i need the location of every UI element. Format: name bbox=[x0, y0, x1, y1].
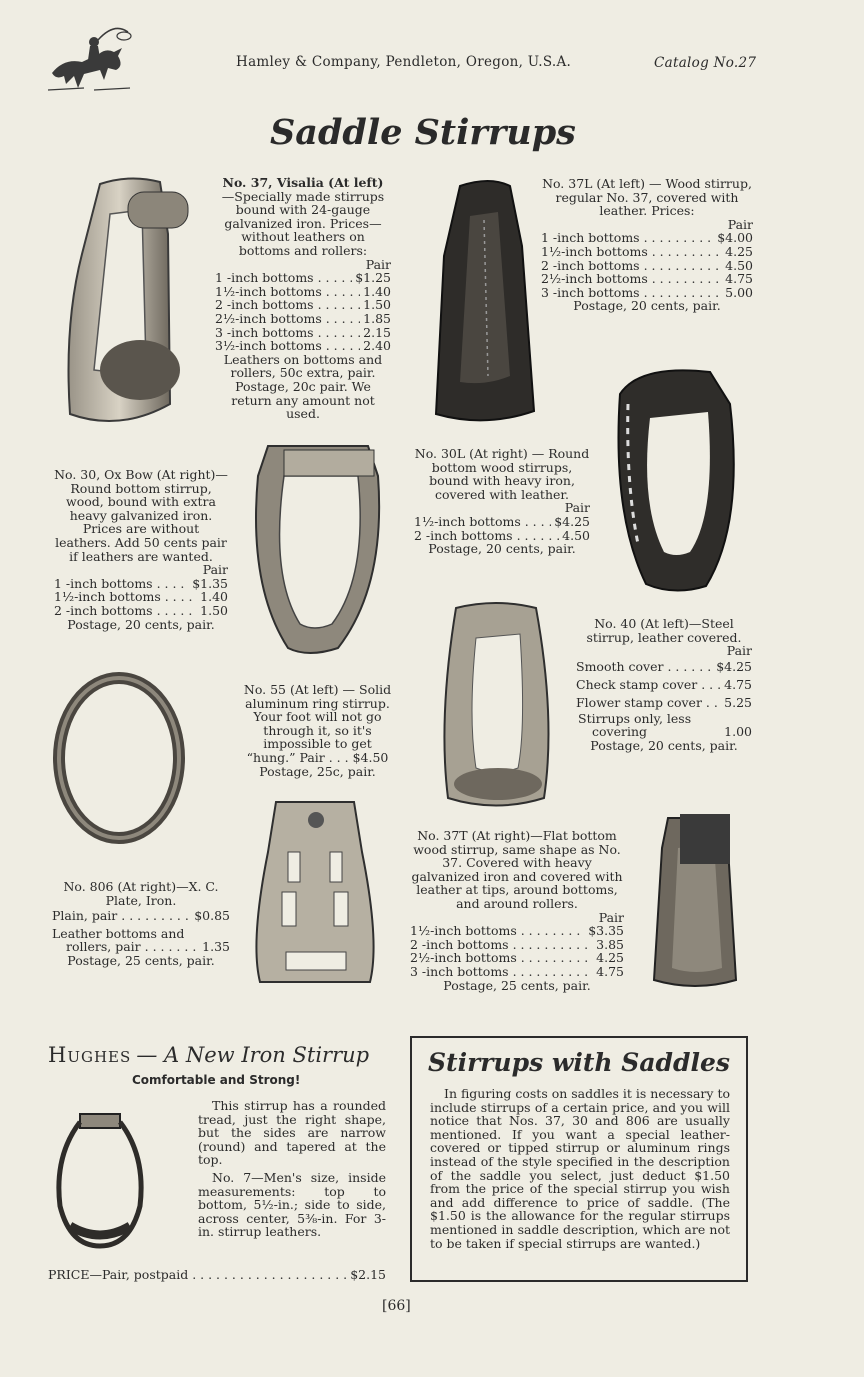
oxbow-size-label: 1½-inch bottoms . . . bbox=[54, 590, 197, 604]
horse-rider-logo bbox=[44, 18, 134, 98]
hughes-subtitle-title: — A New Iron Stirrup bbox=[136, 1043, 370, 1067]
no40-price: 5.25 bbox=[724, 694, 752, 710]
aluminum-ring-stirrup-image bbox=[52, 668, 187, 848]
visalia-price-list bbox=[215, 271, 391, 353]
no37t-heading: No. 37T (At right)—Flat bottom wood stirrup, same shape as No. 37. Covered with heavy galvanized iron and covered with leather at tips, around bottoms, and around rollers. bbox=[411, 828, 623, 911]
hughes-paragraph-1: This stirrup has a rounded tread, just the right shape, but the sides are narrow (round) and tapered at the top. bbox=[198, 1098, 386, 1168]
visalia-size-label: 1½-inch bottoms . . . bbox=[215, 285, 360, 299]
no37l-price: 4.50 bbox=[725, 257, 753, 273]
header-catalog: Catalog No.27 bbox=[654, 55, 757, 71]
visalia-size-label: 3½-inch bottoms . . . bbox=[215, 339, 360, 353]
no37t-size-label: 3 -inch bottoms . . . bbox=[410, 965, 593, 979]
no806-plain-row bbox=[52, 909, 230, 923]
no30l-description bbox=[414, 447, 590, 556]
no37t-price: 4.75 bbox=[596, 963, 624, 979]
no37l-size-label: 3 -inch bottoms . . . bbox=[541, 286, 722, 300]
no806-postage: Postage, 25 cents, pair. bbox=[67, 952, 215, 968]
no806-leather-label-2: rollers, pair . . . bbox=[52, 940, 199, 954]
no40-price-list bbox=[576, 658, 752, 712]
no37t-stirrup-image bbox=[650, 808, 740, 993]
no30l-size-label: 1½-inch bottoms . . . bbox=[414, 515, 551, 529]
no37t-price: 3.85 bbox=[596, 936, 624, 952]
no37l-pair-label: Pair bbox=[727, 216, 753, 232]
hughes-title: Hughes bbox=[48, 1043, 132, 1067]
no40-price-row bbox=[576, 676, 752, 694]
no40-stirrup-image bbox=[436, 598, 561, 813]
no37t-price-row bbox=[410, 951, 624, 965]
no30l-price: 4.50 bbox=[562, 527, 590, 543]
no37t-price-list bbox=[410, 924, 624, 978]
no30l-heading: No. 30L (At right) — Round bottom wood stirrups, bound with heavy iron, covered with leather. bbox=[414, 446, 590, 502]
hughes-price-row bbox=[48, 1268, 386, 1282]
visalia-price-row bbox=[215, 285, 391, 299]
visalia-price-row bbox=[215, 298, 391, 312]
oxbow-price-list bbox=[54, 577, 228, 618]
page-number: [66] bbox=[382, 1298, 411, 1314]
no37l-postage: Postage, 20 cents, pair. bbox=[573, 298, 721, 314]
oxbow-price-row bbox=[54, 577, 228, 591]
no37l-heading: No. 37L (At left) — Wood stirrup, regular No. 37, covered with leather. Prices: bbox=[542, 176, 752, 219]
oxbow-postage: Postage, 20 cents, pair. bbox=[67, 616, 215, 632]
no40-postage: Postage, 20 cents, pair. bbox=[590, 737, 738, 753]
no37t-price-row bbox=[410, 965, 624, 979]
no806-leather-label: Leather bottoms and bbox=[52, 925, 185, 941]
hughes-stirrup-image bbox=[50, 1106, 150, 1252]
visalia-heading: No. 37, Visalia (At left) bbox=[222, 175, 384, 190]
hughes-price: $2.15 bbox=[350, 1267, 386, 1282]
no806-plain-label: Plain, pair . . . bbox=[52, 909, 191, 923]
no30l-price-row bbox=[414, 529, 590, 543]
no37t-price: $3.35 bbox=[588, 923, 624, 939]
no55-text: No. 55 (At left) — Solid aluminum ring stirrup. Your foot will not go through it, so it's impossible to get “hung.” Pair . . . $4.50 bbox=[243, 682, 392, 765]
no40-size-label: Check stamp cover . . . bbox=[576, 676, 721, 694]
no806-leather-price: 1.35 bbox=[202, 939, 230, 955]
box-title: Stirrups with Saddles bbox=[427, 1048, 730, 1077]
no37l-price-row bbox=[541, 286, 753, 300]
visalia-price: 1.85 bbox=[363, 310, 391, 326]
no37l-price: $4.00 bbox=[717, 230, 753, 246]
oxbow-price-row bbox=[54, 604, 228, 618]
no37l-price: 4.25 bbox=[725, 243, 753, 259]
no37t-postage: Postage, 25 cents, pair. bbox=[443, 977, 591, 993]
no40-pair-label: Pair bbox=[726, 643, 752, 659]
visalia-price: $1.25 bbox=[355, 270, 391, 286]
no55-description bbox=[240, 683, 395, 778]
visalia-price: 2.15 bbox=[363, 324, 391, 340]
oxbow-stirrup-image bbox=[248, 436, 388, 656]
visalia-price-row bbox=[215, 271, 391, 285]
hughes-description bbox=[198, 1099, 386, 1239]
visalia-note: Leathers on bottoms and rollers, 50c extra, pair. bbox=[223, 351, 383, 381]
no40-price-row bbox=[576, 658, 752, 676]
no37l-size-label: 2 -inch bottoms . . . bbox=[541, 259, 722, 273]
stirrups-with-saddles-box bbox=[410, 1036, 748, 1282]
header-company: Hamley & Company, Pendleton, Oregon, U.S.A. bbox=[236, 54, 572, 70]
visalia-pair-label: Pair bbox=[365, 256, 391, 272]
visalia-stirrup-image bbox=[60, 174, 190, 434]
no37t-pair-label: Pair bbox=[598, 909, 624, 925]
hughes-paragraph-2: No. 7—Men's size, inside measurements: top to bottom, 5½-in.; side to side, across center, 5⅜-in. For 3-in. stirrup leathers. bbox=[198, 1169, 386, 1240]
visalia-size-label: 2 -inch bottoms . . . bbox=[215, 298, 360, 312]
no40-only-row bbox=[576, 725, 752, 739]
no37l-price-list bbox=[541, 231, 753, 299]
no40-price: 4.75 bbox=[724, 676, 752, 692]
no37l-price: 5.00 bbox=[725, 284, 753, 300]
visalia-description bbox=[215, 176, 391, 421]
visalia-postage: Postage, 20c pair. We return any amount not used. bbox=[231, 378, 375, 422]
oxbow-description bbox=[54, 468, 228, 631]
no37l-stirrup-image bbox=[430, 176, 540, 431]
no55-postage: Postage, 25c, pair. bbox=[259, 763, 376, 779]
no37l-description bbox=[541, 177, 753, 313]
hughes-price-label: PRICE—Pair, postpaid . . . bbox=[48, 1268, 347, 1282]
no30l-price-list bbox=[414, 515, 590, 542]
no40-only-label-2: covering bbox=[592, 724, 648, 740]
visalia-price: 2.40 bbox=[363, 338, 391, 354]
no40-only-label: Stirrups only, less bbox=[578, 710, 692, 726]
oxbow-size-label: 1 -inch bottoms . . . bbox=[54, 577, 189, 591]
no37t-description bbox=[410, 829, 624, 992]
no806-plain-price: $0.85 bbox=[194, 908, 230, 924]
no37l-size-label: 2½-inch bottoms . . . bbox=[541, 272, 722, 286]
no40-price: $4.25 bbox=[716, 658, 752, 674]
visalia-size-label: 3 -inch bottoms . . . bbox=[215, 326, 360, 340]
no37l-size-label: 1½-inch bottoms . . . bbox=[541, 245, 722, 259]
no37l-price-row bbox=[541, 245, 753, 259]
no37l-price-row bbox=[541, 231, 753, 245]
hughes-heading bbox=[48, 1043, 388, 1067]
oxbow-price: $1.35 bbox=[192, 575, 228, 591]
oxbow-price-row bbox=[54, 590, 228, 604]
no40-only-price: 1.00 bbox=[724, 724, 752, 740]
no806-stirrup-image bbox=[246, 792, 384, 992]
box-body: In figuring costs on saddles it is necessary to include stirrups of a certain price, and you will notice that Nos. 37, 30 and 806 are usually mentioned. If you want a special leather-covered or tipped stirrup or aluminum rings instead of the style specified in the description of the saddle you select, just deduct $1.50 from the price of the special stirrup you wish and add difference to price of saddle. (The $1.50 is the allowance for the regular stirrups mentioned in saddle description, which are not to be taken if special stirrups are wanted.) bbox=[430, 1086, 730, 1251]
visalia-size-label: 1 -inch bottoms . . . bbox=[215, 271, 352, 285]
no37l-price: 4.75 bbox=[725, 271, 753, 287]
no40-heading: No. 40 (At left)—Steel stirrup, leather covered. bbox=[586, 616, 742, 645]
no806-leather-row bbox=[52, 940, 230, 954]
no37t-size-label: 1½-inch bottoms . . . bbox=[410, 924, 585, 938]
page-title: Saddle Stirrups bbox=[270, 112, 576, 153]
oxbow-price: 1.50 bbox=[200, 602, 228, 618]
visalia-price-row bbox=[215, 339, 391, 353]
oxbow-price: 1.40 bbox=[200, 589, 228, 605]
visalia-price: 1.50 bbox=[363, 297, 391, 313]
visalia-price-row bbox=[215, 326, 391, 340]
no37t-price-row bbox=[410, 938, 624, 952]
no40-price-row bbox=[576, 694, 752, 712]
visalia-desc: —Specially made stirrups bound with 24-gauge galvanized iron. Prices—without leathers on bottoms and rollers: bbox=[221, 188, 385, 258]
no30l-postage: Postage, 20 cents, pair. bbox=[428, 541, 576, 557]
no30l-price-row bbox=[414, 515, 590, 529]
no30l-price: $4.25 bbox=[554, 513, 590, 529]
no30l-stirrup-image bbox=[610, 364, 745, 596]
no806-heading: No. 806 (At right)—X. C. Plate, Iron. bbox=[63, 879, 219, 908]
no37l-price-row bbox=[541, 272, 753, 286]
no37t-price: 4.25 bbox=[596, 950, 624, 966]
oxbow-heading: No. 30, Ox Bow (At right)—Round bottom stirrup, wood, bound with extra heavy galvanized iron. Prices are without leathers. Add 50 cents pair if leathers are wanted. bbox=[54, 467, 228, 564]
visalia-size-label: 2½-inch bottoms . . . bbox=[215, 312, 360, 326]
visalia-price: 1.40 bbox=[363, 283, 391, 299]
no37l-size-label: 1 -inch bottoms . . . bbox=[541, 231, 714, 245]
hughes-tagline: Comfortable and Strong! bbox=[132, 1073, 301, 1087]
no37l-price-row bbox=[541, 259, 753, 273]
oxbow-size-label: 2 -inch bottoms . . . bbox=[54, 604, 197, 618]
no40-size-label: Flower stamp cover . . . bbox=[576, 694, 721, 712]
no37t-size-label: 2½-inch bottoms . . . bbox=[410, 951, 593, 965]
visalia-price-row bbox=[215, 312, 391, 326]
no40-size-label: Smooth cover . . . bbox=[576, 658, 713, 676]
oxbow-pair-label: Pair bbox=[202, 562, 228, 578]
no37t-size-label: 2 -inch bottoms . . . bbox=[410, 938, 593, 952]
no30l-pair-label: Pair bbox=[564, 500, 590, 516]
no40-description bbox=[576, 617, 752, 753]
no30l-size-label: 2 -inch bottoms . . . bbox=[414, 529, 559, 543]
no806-description bbox=[52, 880, 230, 968]
no37t-price-row bbox=[410, 924, 624, 938]
